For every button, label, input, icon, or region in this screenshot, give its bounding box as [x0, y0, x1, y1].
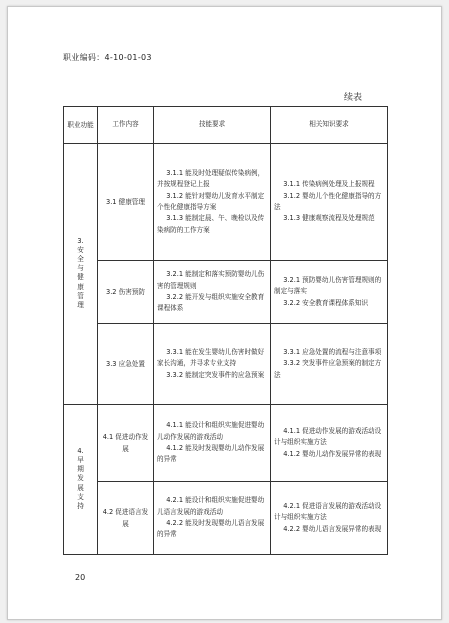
content-cell: 4.2 促进语言发展 [98, 482, 154, 555]
knowledge-item: 3.1.1 传染病例处理及上报规程 [283, 180, 375, 189]
content-cell: 3.1 健康管理 [98, 144, 154, 261]
occupation-code: 职业编码：4-10-01-03 [63, 53, 152, 62]
knowledge-cell [271, 405, 388, 482]
skill-cell [154, 405, 271, 482]
skill-item: 3.1.3 能制定晨、午、晚检以及传染病防的工作方案 [157, 214, 265, 234]
knowledge-cell [271, 324, 388, 405]
knowledge-item: 4.2.1 促进语言发展的游戏活动设计与组织实施方法 [274, 501, 382, 522]
skill-item: 3.3.2 能制定突发事件的应急预案 [166, 370, 265, 379]
skill-item: 4.2.2 能及时发现婴幼儿语言发展的异常 [157, 519, 265, 539]
table-row [64, 324, 388, 405]
knowledge-cell [271, 261, 388, 324]
table-row [64, 405, 388, 482]
category-cell [64, 144, 98, 405]
page-number: 20 [75, 573, 86, 582]
skill-cell [154, 482, 271, 555]
skill-item: 4.1.2 能及时发现婴幼儿动作发展的异常 [157, 444, 265, 464]
skill-item: 3.3.1 能在发生婴幼儿伤害时做好家长沟通，并寻求专业支持 [157, 347, 265, 368]
knowledge-item: 4.1.2 婴幼儿动作发展异常的表现 [283, 449, 382, 458]
knowledge-item: 3.2.2 安全教育课程体系知识 [283, 298, 369, 307]
skill-item: 3.1.2 能针对婴幼儿发育水平制定个性化健康指导方案 [157, 191, 265, 211]
knowledge-item: 3.3.2 突发事件应急预案的制定方法 [274, 359, 382, 379]
knowledge-item: 3.2.1 预防婴幼儿伤害管理规则的制定与落实 [274, 275, 382, 296]
table-row [64, 261, 388, 324]
header-content: 工作内容 [98, 107, 154, 144]
category-cell [64, 405, 98, 555]
header-skill: 技能要求 [154, 107, 271, 144]
knowledge-item: 3.1.2 婴幼儿个性化健康指导的方法 [274, 191, 382, 211]
document-page [7, 6, 442, 620]
skill-cell [154, 144, 271, 261]
skills-table [63, 106, 388, 555]
skill-cell [154, 261, 271, 324]
header-level: 职业功能 [64, 107, 98, 144]
content-cell: 4.1 促进动作发展 [98, 405, 154, 482]
skill-item: 4.1.1 能设计和组织实施促进婴幼儿动作发展的游戏活动 [157, 421, 265, 441]
category-label: 3. 安全与健康管理 [77, 236, 84, 309]
skill-item: 3.1.1 能及时处理疑似传染病例，并按规程登记上报 [157, 168, 265, 189]
knowledge-item: 3.3.1 应急处置的流程与注意事项 [283, 347, 382, 356]
skill-item: 4.2.1 能设计和组织实施促进婴幼儿语言发展的游戏活动 [157, 496, 265, 516]
category-label: 4. 早期发展支持 [77, 446, 84, 510]
skill-item: 3.2.1 能制定和落实预防婴幼儿伤害的管理规则 [157, 270, 265, 290]
header-knowledge: 相关知识要求 [271, 107, 388, 144]
knowledge-item: 4.1.1 促进动作发展的游戏活动设计与组织实施方法 [274, 426, 382, 447]
knowledge-cell [271, 482, 388, 555]
continued-label: 续表 [344, 93, 363, 103]
content-cell: 3.2 伤害预防 [98, 261, 154, 324]
skill-cell [154, 324, 271, 405]
table-row [64, 144, 388, 261]
skill-item: 3.2.2 能开发与组织实施安全教育课程体系 [157, 293, 265, 313]
table-row [64, 482, 388, 555]
knowledge-item: 4.2.2 婴幼儿语言发展异常的表现 [283, 524, 382, 533]
table-header-row [64, 107, 388, 144]
knowledge-item: 3.1.3 健康观察流程及处理规范 [283, 214, 375, 223]
content-cell: 3.3 应急处置 [98, 324, 154, 405]
knowledge-cell [271, 144, 388, 261]
